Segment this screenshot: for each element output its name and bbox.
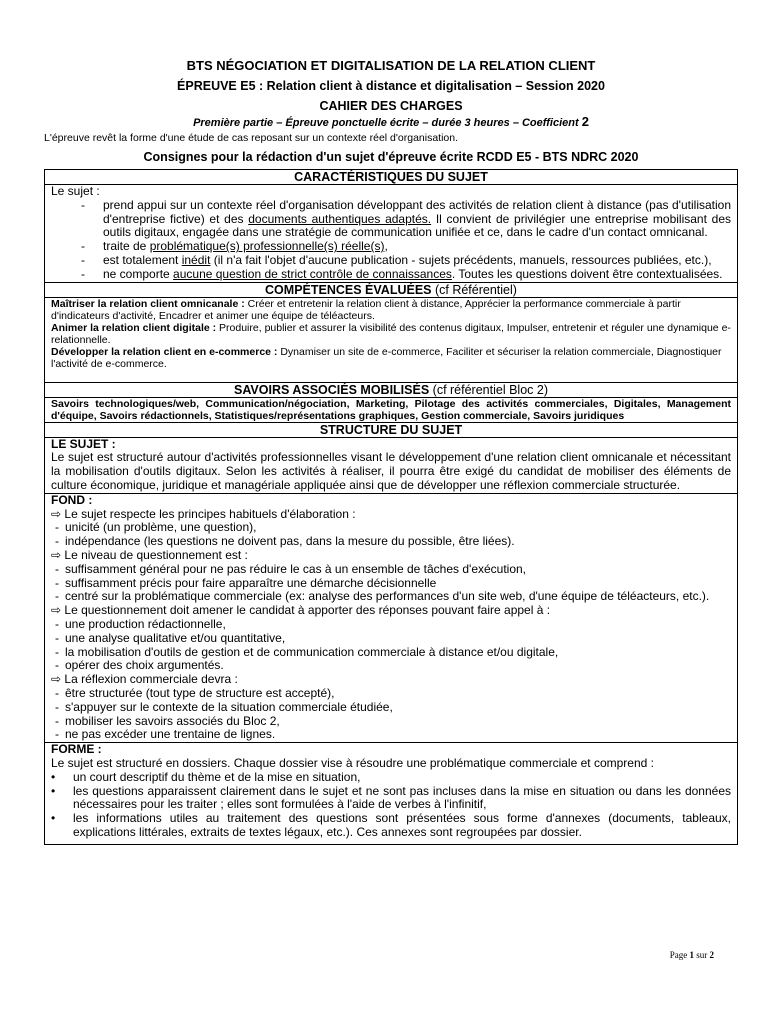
forme-label: FORME :: [51, 742, 102, 757]
list-item: - suffisamment général pour ne pas réduire le cas à un ensemble de tâches d'exécution,: [51, 563, 731, 577]
caracteristiques-lead: Le sujet :: [51, 184, 100, 198]
fond-list: [51, 521, 731, 549]
forme-item: • un court descriptif du thème et de la mise en situation,: [51, 771, 731, 785]
list-item: - ne pas excéder une trentaine de lignes.: [51, 728, 731, 742]
list-item: - opérer des choix argumentés.: [51, 659, 731, 673]
list-item: - mobiliser les savoirs associés du Bloc 2,: [51, 715, 731, 729]
fond-group-head: ⇨ Le questionnement doit amener le candidat à apporter des réponses pouvant faire appel à :: [51, 603, 551, 618]
doc-coef: 2: [581, 114, 589, 129]
forme-item: • les questions apparaissent clairement dans le sujet et ne sont pas incluses dans la mise en situation ou dans les données nécessaires pour les traiter ; elles sont formulées à l'aide de verbes à l'infinitif,: [51, 785, 731, 813]
doc-part: [44, 114, 738, 129]
competences-title: COMPÉTENCES ÉVALUÉES (cf Référentiel): [45, 282, 738, 297]
competences-body: [45, 297, 738, 382]
fond-group-head: ⇨ La réflexion commerciale devra :: [51, 672, 238, 687]
list-item: - unicité (un problème, une question),: [51, 521, 731, 535]
doc-subtitle: ÉPREUVE E5 : Relation client à distance et digitalisation – Session 2020: [177, 79, 605, 93]
savoirs-title: SAVOIRS ASSOCIÉS MOBILISÉS (cf référentiel Bloc 2): [45, 382, 738, 397]
doc-heading: CAHIER DES CHARGES: [319, 99, 463, 113]
list-item: - une production rédactionnelle,: [51, 618, 731, 632]
caracteristiques-body: [45, 185, 738, 283]
list-item: - indépendance (les questions ne doivent pas, dans la mesure du possible, être liées).: [51, 535, 731, 549]
list-item: - prend appui sur un contexte réel d'organisation développant des activités de relation client à distance (pas d'utilisation d'entreprise fictive) et des documents authentiques adaptés. Il convient de privilégier une entreprise mobilisant des outils digitaux, engagée dans une stratégie de communication unifiée et ce, dans le cadre d'un contact omnicanal.: [51, 199, 731, 240]
list-item: - une analyse qualitative et/ou quantitative,: [51, 632, 731, 646]
sujet-label: LE SUJET :: [51, 436, 116, 451]
list-item: - traite de problématique(s) professionnelle(s) réelle(s),: [51, 240, 731, 254]
forme-lead: Le sujet est structuré en dossiers. Chaque dossier vise à résoudre une problématique commerciale et comprend :: [51, 755, 654, 770]
spec-table: [44, 169, 738, 845]
fond-list: [51, 563, 731, 604]
right-arrow-icon: ⇨: [51, 506, 62, 521]
competence-block: Maîtriser la relation client omnicanale : Créer et entretenir la relation client à distance, Apprécier la performance commerciale à partir d'indicateurs d'activité, Encadrer et animer une équipe de téléacteurs.: [51, 297, 681, 322]
list-item: - centré sur la problématique commerciale (ex: analyse des performances d'un site web, d'une équipe de téléacteurs, etc.).: [51, 590, 731, 604]
page-number: 1: [689, 950, 694, 960]
doc-title: BTS NÉGOCIATION ET DIGITALISATION DE LA RELATION CLIENT: [186, 58, 596, 73]
fond-list: [51, 618, 731, 673]
intro-text: L'épreuve revêt la forme d'une étude de cas reposant sur un contexte réel d'organisation.: [44, 132, 459, 144]
savoirs-body: Savoirs technologiques/web, Communication/négociation, Marketing, Pilotage des activités commerciales, Digitales, Management d'équipe, Savoirs rédactionnels, Statistiques/représentations graphiques, Gestion commerciale, Savoirs juridiques: [45, 397, 738, 422]
fond-label: FOND :: [51, 492, 93, 507]
competence-block: Animer la relation client digitale : Produire, publier et assurer la visibilité des contenus digitaux, Impulser, entretenir et réguler une dynamique e-relationnelle.: [51, 321, 731, 346]
caracteristiques-title: CARACTÉRISTIQUES DU SUJET: [45, 170, 738, 185]
right-arrow-icon: ⇨: [51, 603, 62, 618]
structure-sujet: [45, 437, 738, 493]
structure-forme: [45, 743, 738, 845]
consignes-title: Consignes pour la rédaction d'un sujet d'épreuve écrite RCDD E5 - BTS NDRC 2020: [143, 150, 639, 164]
fond-list: [51, 687, 731, 742]
right-arrow-icon: ⇨: [51, 672, 62, 687]
page-total: 2: [709, 950, 714, 960]
list-item: - ne comporte aucune question de strict contrôle de connaissances. Toutes les questions doivent être contextualisées.: [51, 268, 731, 282]
doc-part-text: Première partie – Épreuve ponctuelle écrite – durée 3 heures – Coefficient: [193, 117, 582, 129]
list-item: - s'appuyer sur le contexte de la situation commerciale étudiée,: [51, 701, 731, 715]
page-footer: Page 1 sur 2: [669, 950, 714, 960]
list-item: - être structurée (tout type de structure est accepté),: [51, 687, 731, 701]
structure-title: STRUCTURE DU SUJET: [45, 422, 738, 437]
fond-group-head: ⇨ Le sujet respecte les principes habituels d'élaboration :: [51, 506, 356, 521]
fond-group-head: ⇨ Le niveau de questionnement est :: [51, 547, 248, 562]
competence-block: Développer la relation client en e-commerce : Dynamiser un site de e-commerce, Faciliter et sécuriser la relation commerciale, Diagnostiquer l'activité de e-commerce.: [51, 345, 722, 370]
list-item: - est totalement inédit (il n'a fait l'objet d'aucune publication - sujets précédents, manuels, ressources publiées, etc.),: [51, 254, 731, 268]
structure-fond: [45, 493, 738, 742]
list-item: - la mobilisation d'outils de gestion et de communication commerciale à distance et/ou digitale,: [51, 646, 731, 660]
sujet-text: Le sujet est structuré autour d'activités professionnelles visant le développement d'une relation client omnicanale et nécessitant la mobilisation d'outils digitaux. Selon les activités à réaliser, il pourra être exigé du candidat de mobiliser des éléments de culture économique, juridique et managériale appliquée ainsi que de développer une réflexion commerciale structurée.: [51, 450, 731, 492]
forme-item: • les informations utiles au traitement des questions sont présentées sous forme d'annexes (documents, tableaux, explications littérales, extraits de textes légaux, etc.). Ces annexes sont regroupées par dossier.: [51, 812, 731, 840]
list-item: - suffisamment précis pour faire apparaître une démarche décisionnelle: [51, 577, 731, 591]
right-arrow-icon: ⇨: [51, 547, 62, 562]
caracteristiques-list: [51, 199, 731, 282]
